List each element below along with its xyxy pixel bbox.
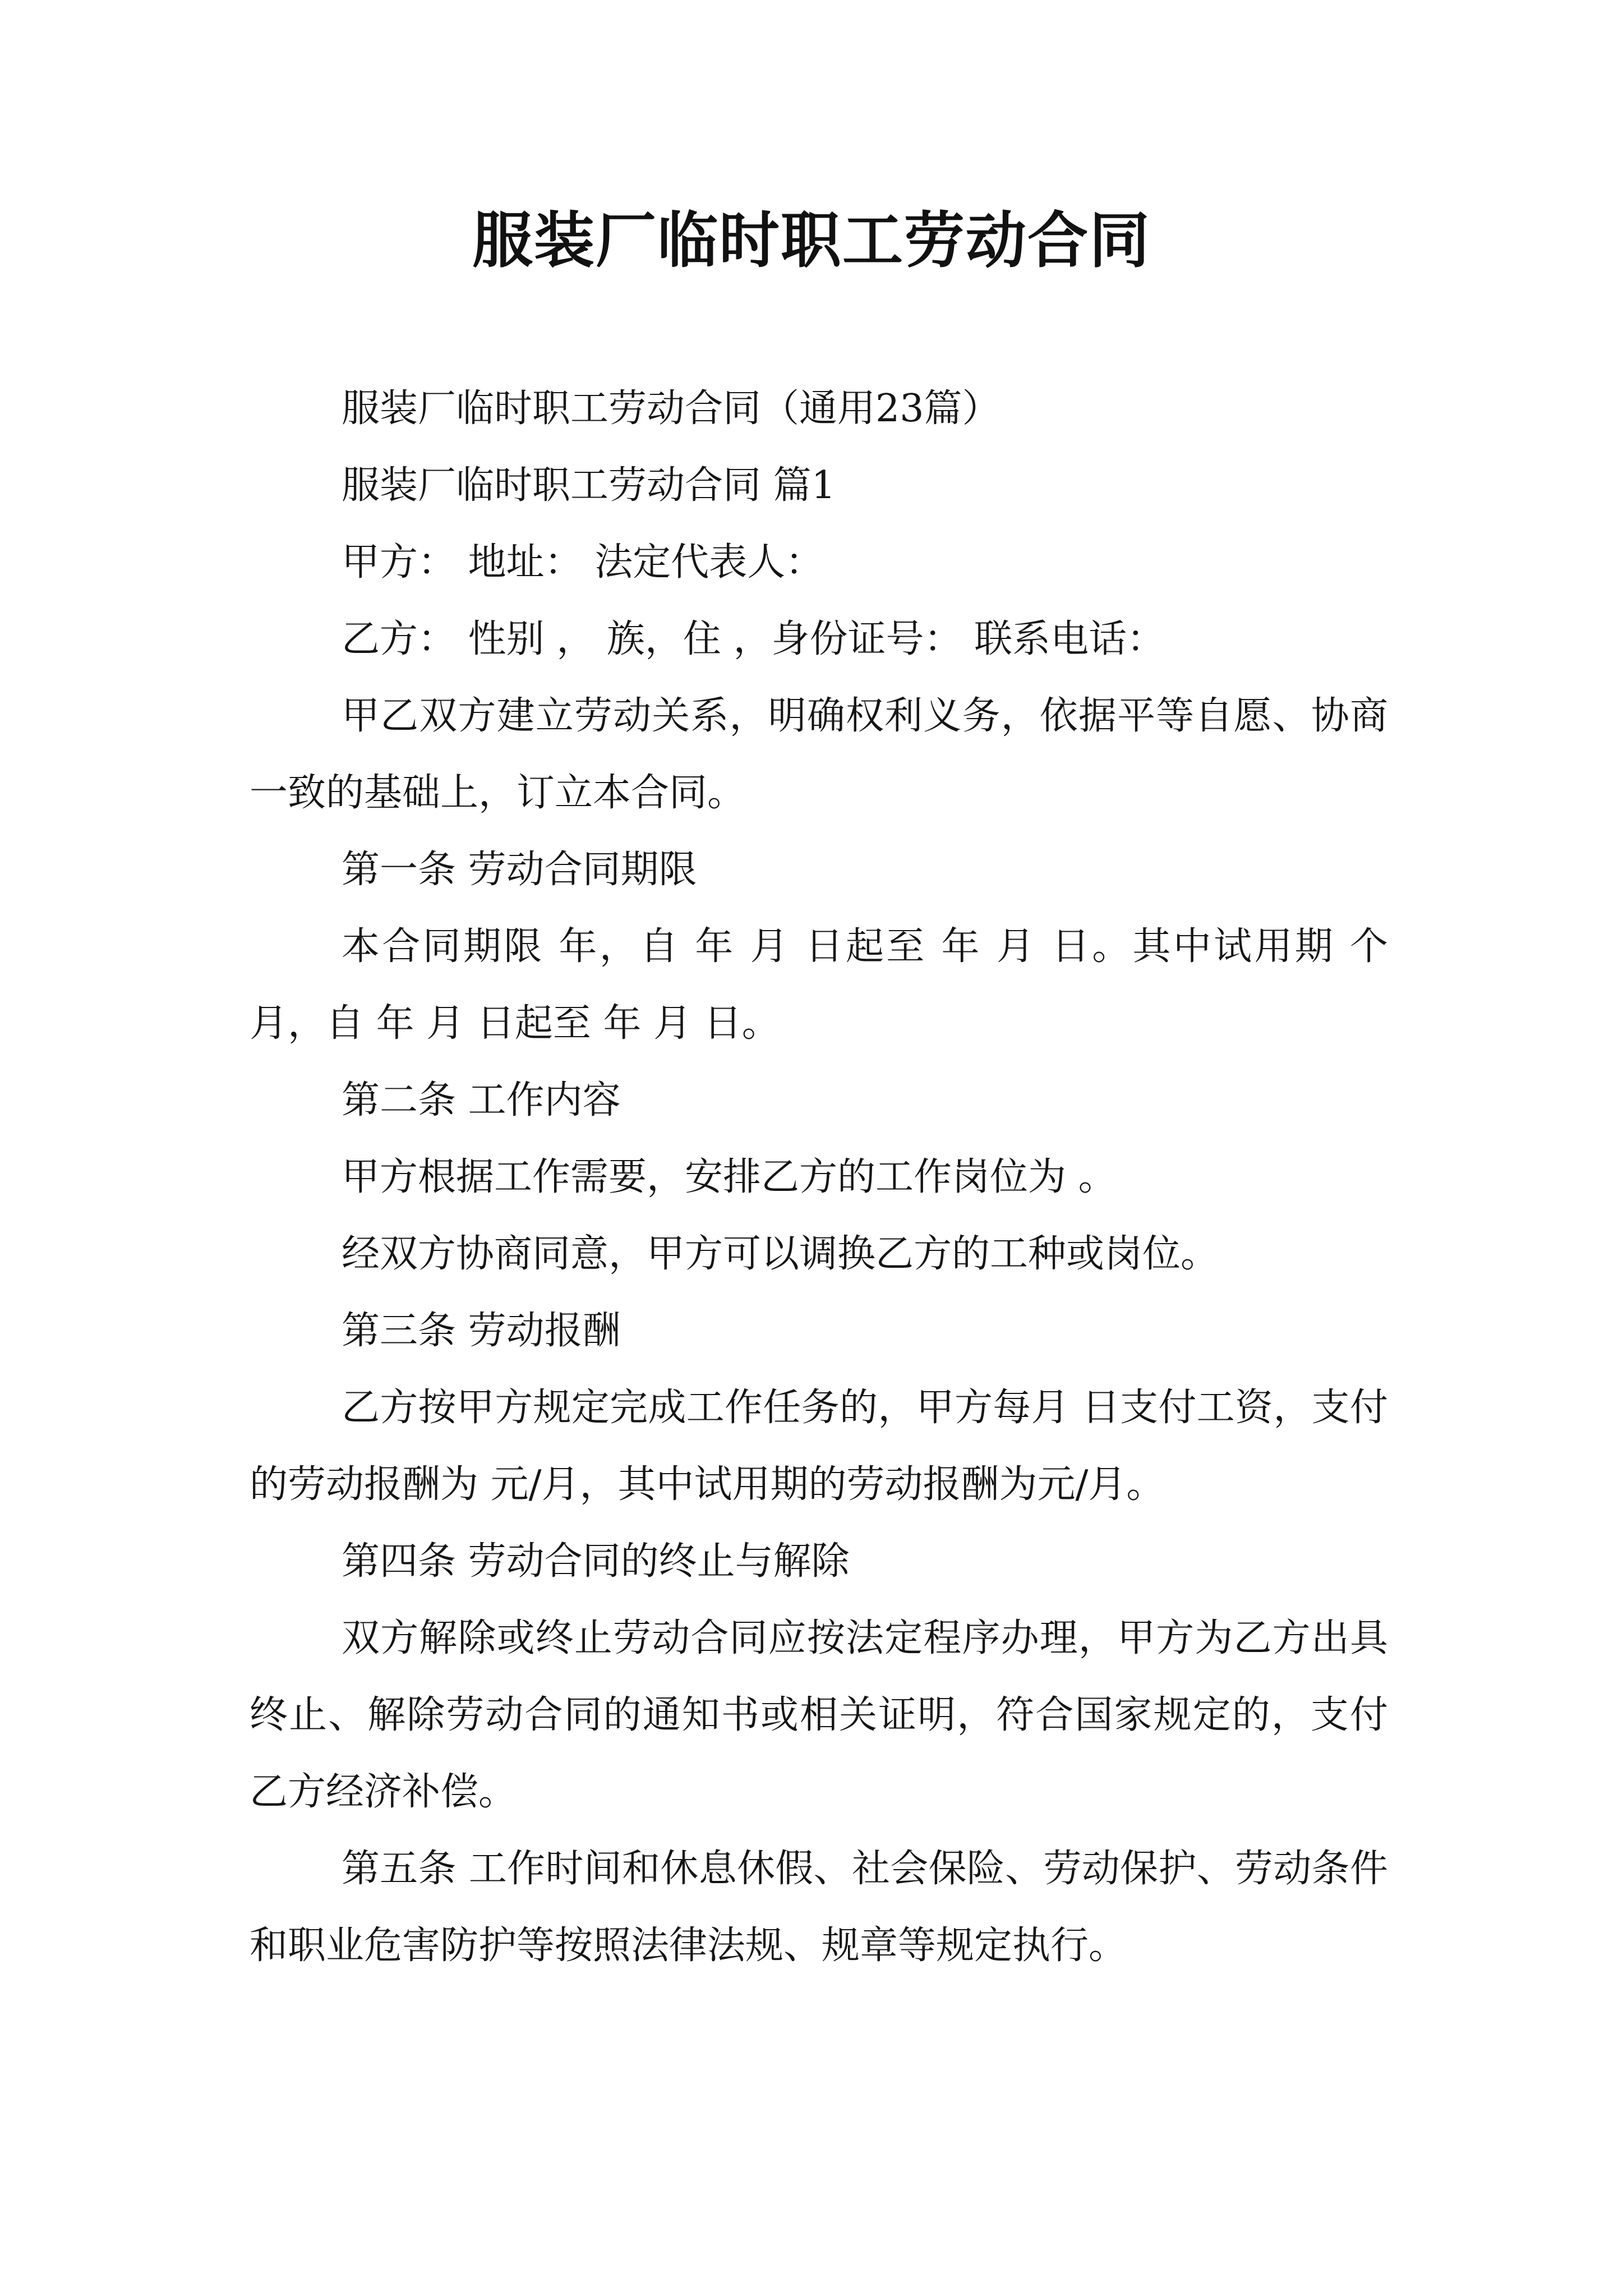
article-4-heading: 第四条 劳动合同的终止与解除 <box>342 1539 850 1584</box>
paragraph-section-heading: 服装厂临时职工劳动合同 篇1 <box>342 463 836 508</box>
article-3-heading: 第三条 劳动报酬 <box>342 1309 621 1353</box>
paragraph-preamble: 甲乙双方建立劳动关系，明确权利义务，依据平等自愿、协商一致的基础上，订立本合同。 <box>250 694 1388 815</box>
article-5-body: 第五条 工作时间和休息休假、社会保险、劳动保护、劳动条件和职业危害防护等按照法律法规、规章等规定执行。 <box>250 1847 1388 1968</box>
document-body <box>250 370 1388 1984</box>
article-2-body-1: 甲方根据工作需要，安排乙方的工作岗位为 。 <box>342 1155 1117 1199</box>
paragraph-subtitle: 服装厂临时职工劳动合同（通用23篇） <box>342 386 1000 431</box>
article-3-body: 乙方按甲方规定完成工作任务的，甲方每月 日支付工资，支付的劳动报酬为 元/月，其中试用期的劳动报酬为元/月。 <box>250 1386 1388 1507</box>
paragraph-party-b: 乙方： 性别 ， 族，住 ，身份证号： 联系电话： <box>342 617 1165 661</box>
article-4-body: 双方解除或终止劳动合同应按法定程序办理，甲方为乙方出具终止、解除劳动合同的通知书或相关证明，符合国家规定的，支付乙方经济补偿。 <box>250 1616 1388 1814</box>
document-title: 服装厂临时职工劳动合同 <box>472 206 1151 276</box>
article-1-body: 本合同期限 年，自 年 月 日起至 年 月 日。其中试用期 个月，自 年 月 日起至 年 月 日。 <box>250 924 1388 1046</box>
article-2-heading: 第二条 工作内容 <box>342 1078 621 1122</box>
paragraph-party-a: 甲方： 地址： 法定代表人： <box>342 540 824 585</box>
article-2-body-2: 经双方协商同意，甲方可以调换乙方的工种或岗位。 <box>342 1232 1219 1276</box>
article-1-heading: 第一条 劳动合同期限 <box>342 848 697 892</box>
